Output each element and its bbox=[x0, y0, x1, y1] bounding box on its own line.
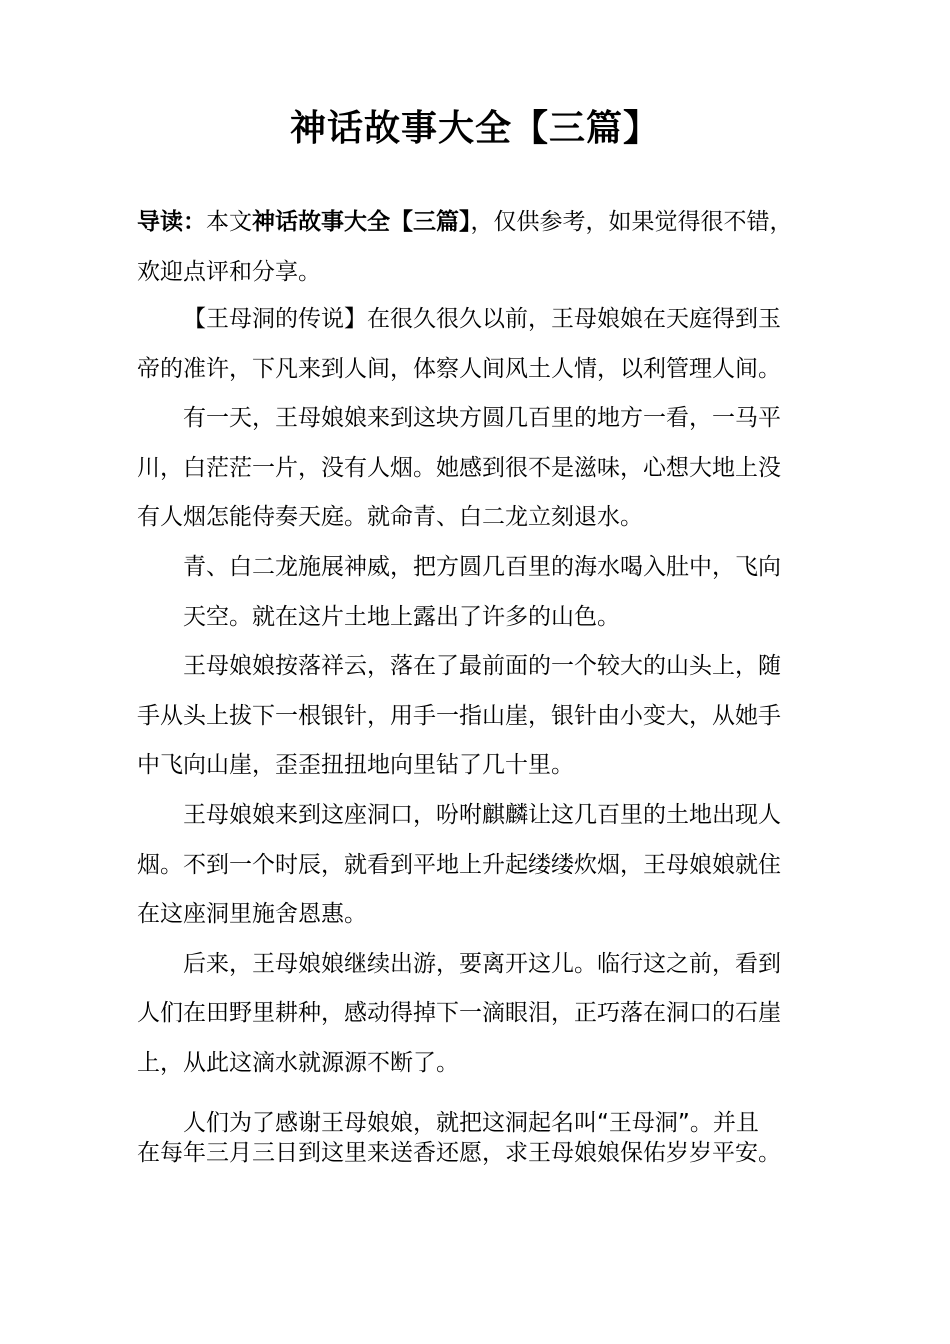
paragraph-line: 天空。就在这片土地上露出了许多的山色。 bbox=[183, 603, 620, 630]
paragraph bbox=[137, 394, 827, 543]
paragraph-line: 【王母洞的传说】在很久很久以前，王母娘娘在天庭得到玉 bbox=[183, 306, 781, 332]
paragraph-line: 青、白二龙施展神威，把方圆几百里的海水喝入肚中，飞向 bbox=[183, 553, 781, 580]
intro-rest: ，仅供参考，如果觉得很不错， bbox=[470, 209, 793, 235]
paragraph-line: 后来，王母娘娘继续出游，要离开这儿。临行这之前，看到 bbox=[183, 950, 781, 977]
intro-label: 导读： bbox=[137, 209, 206, 235]
paragraph-line: 上，从此这滴水就源源不断了。 bbox=[137, 1049, 459, 1076]
paragraph-line: 有人烟怎能侍奏天庭。就命青、白二龙立刻退水。 bbox=[137, 504, 643, 531]
intro-line-1 bbox=[137, 198, 827, 248]
paragraph-line: 帝的准许，下凡来到人间，体察人间风土人情，以利管理人间。 bbox=[137, 355, 781, 382]
paragraph bbox=[137, 940, 827, 1089]
paragraph-line: 手从头上拔下一根银针，用手一指山崖，银针由小变大，从她手 bbox=[137, 702, 781, 729]
paragraph-line: 川，白茫茫一片，没有人烟。她感到很不是滋味，心想大地上没 bbox=[137, 454, 781, 481]
paragraph-line: 在每年三月三日到这里来送香还愿，求王母娘娘保佑岁岁平安。 bbox=[137, 1140, 781, 1166]
paragraph-line: 王母娘娘来到这座洞口，吩咐麒麟让这几百里的土地出现人 bbox=[183, 801, 781, 828]
paragraph-line: 王母娘娘按落祥云，落在了最前面的一个较大的山头上，随 bbox=[183, 653, 781, 680]
intro-line-2: 欢迎点评和分享。 bbox=[137, 258, 321, 285]
intro-prefix: 本文 bbox=[206, 209, 252, 235]
paragraph-line: 人们在田野里耕种，感动得掉下一滴眼泪，正巧落在洞口的石崖 bbox=[137, 1000, 781, 1027]
paragraph-line: 人们为了感谢王母娘娘，就把这洞起名叫“王母洞”。并且 bbox=[183, 1110, 759, 1136]
paragraph bbox=[137, 791, 827, 940]
intro-section bbox=[137, 198, 827, 297]
intro-bold-title: 神话故事大全【三篇】 bbox=[252, 209, 471, 235]
paragraph bbox=[137, 642, 827, 791]
paragraph-line: 烟。不到一个时辰，就看到平地上升起缕缕炊烟，王母娘娘就住 bbox=[137, 851, 781, 878]
paragraph bbox=[137, 295, 827, 394]
paragraph-line: 有一天，王母娘娘来到这块方圆几百里的地方一看，一马平 bbox=[183, 405, 781, 432]
paragraph bbox=[137, 543, 827, 642]
closing-paragraph bbox=[137, 1108, 827, 1168]
paragraph-line: 在这座洞里施舍恩惠。 bbox=[137, 901, 367, 928]
document-title: 神话故事大全【三篇】 bbox=[289, 108, 660, 149]
story-body bbox=[137, 295, 827, 1089]
paragraph-line: 中飞向山崖，歪歪扭扭地向里钻了几十里。 bbox=[137, 752, 574, 779]
